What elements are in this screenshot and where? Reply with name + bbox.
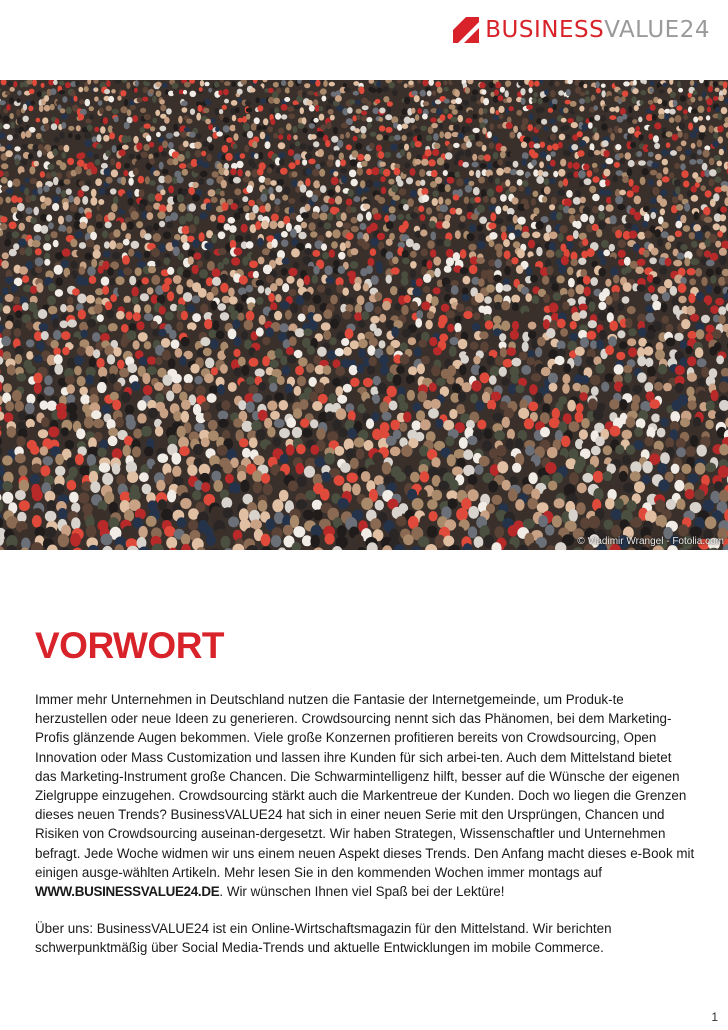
logo-text-business: BUSINESS (485, 16, 605, 43)
crowd-image (0, 80, 728, 550)
logo-text-value24: VALUE24 (604, 16, 710, 43)
intro-text-end: . Wir wünschen Ihnen viel Spaß bei der Lektüre! (219, 884, 505, 900)
page-number: 1 (711, 1010, 718, 1024)
article-body (35, 690, 695, 958)
businessvalue24-logo-icon (453, 17, 479, 43)
logo-text (485, 16, 710, 43)
hero-crowd-photo (0, 80, 728, 550)
intro-paragraph (35, 690, 695, 901)
page-title: VORWORT (35, 625, 225, 666)
website-link[interactable]: WWW.BUSINESSVALUE24.DE (35, 884, 220, 900)
brand-logo (453, 14, 710, 46)
photo-credit: © Vladimir Wrangel - Fotolia.com (577, 536, 724, 547)
intro-text: Immer mehr Unternehmen in Deutschland nutzen die Fantasie der Internetgemeinde, um Produk-te herzustellen oder neue Ideen zu generieren. Crowdsourcing nennt sich das Phänomen, bei dem Marketing-Profis glänzende Augen bekommen. Viele große Konzernen profitieren bereits von Crowdsourcing, Open Innovation oder Mass Customization und lassen ihre Kunden für sich arbei-ten. Auch dem Mittelstand bietet das Marketing-Instrument große Chancen. Die Schwarmintelligenz hilft, besser auf die Wünsche der eigenen Zielgruppe einzugehen. Crowdsourcing stärkt auch die Markentreue der Kunden. Doch wo liegen die Grenzen dieses neuen Trends? BusinessVALUE24 hat sich in einer neuen Serie mit den Ursprüngen, Chancen und Risiken von Crowdsourcing auseinan-dergesetzt. Wir haben Strategen, Wissenschaftler und Unternehmen befragt. Jede Woche widmen wir uns einem neuen Aspekt dieses Trends. Den Anfang macht dieses e-Book mit einigen ausge-wählten Artikeln. Mehr lesen Sie in den kommenden Wochen immer montags auf (35, 692, 695, 880)
about-paragraph: Über uns: BusinessVALUE24 ist ein Online-Wirtschaftsmagazin für den Mittelstand. Wir berichten schwerpunktmäßig über Social Media-Trends und aktuelle Entwicklungen im mobile Commerce. (35, 921, 612, 956)
